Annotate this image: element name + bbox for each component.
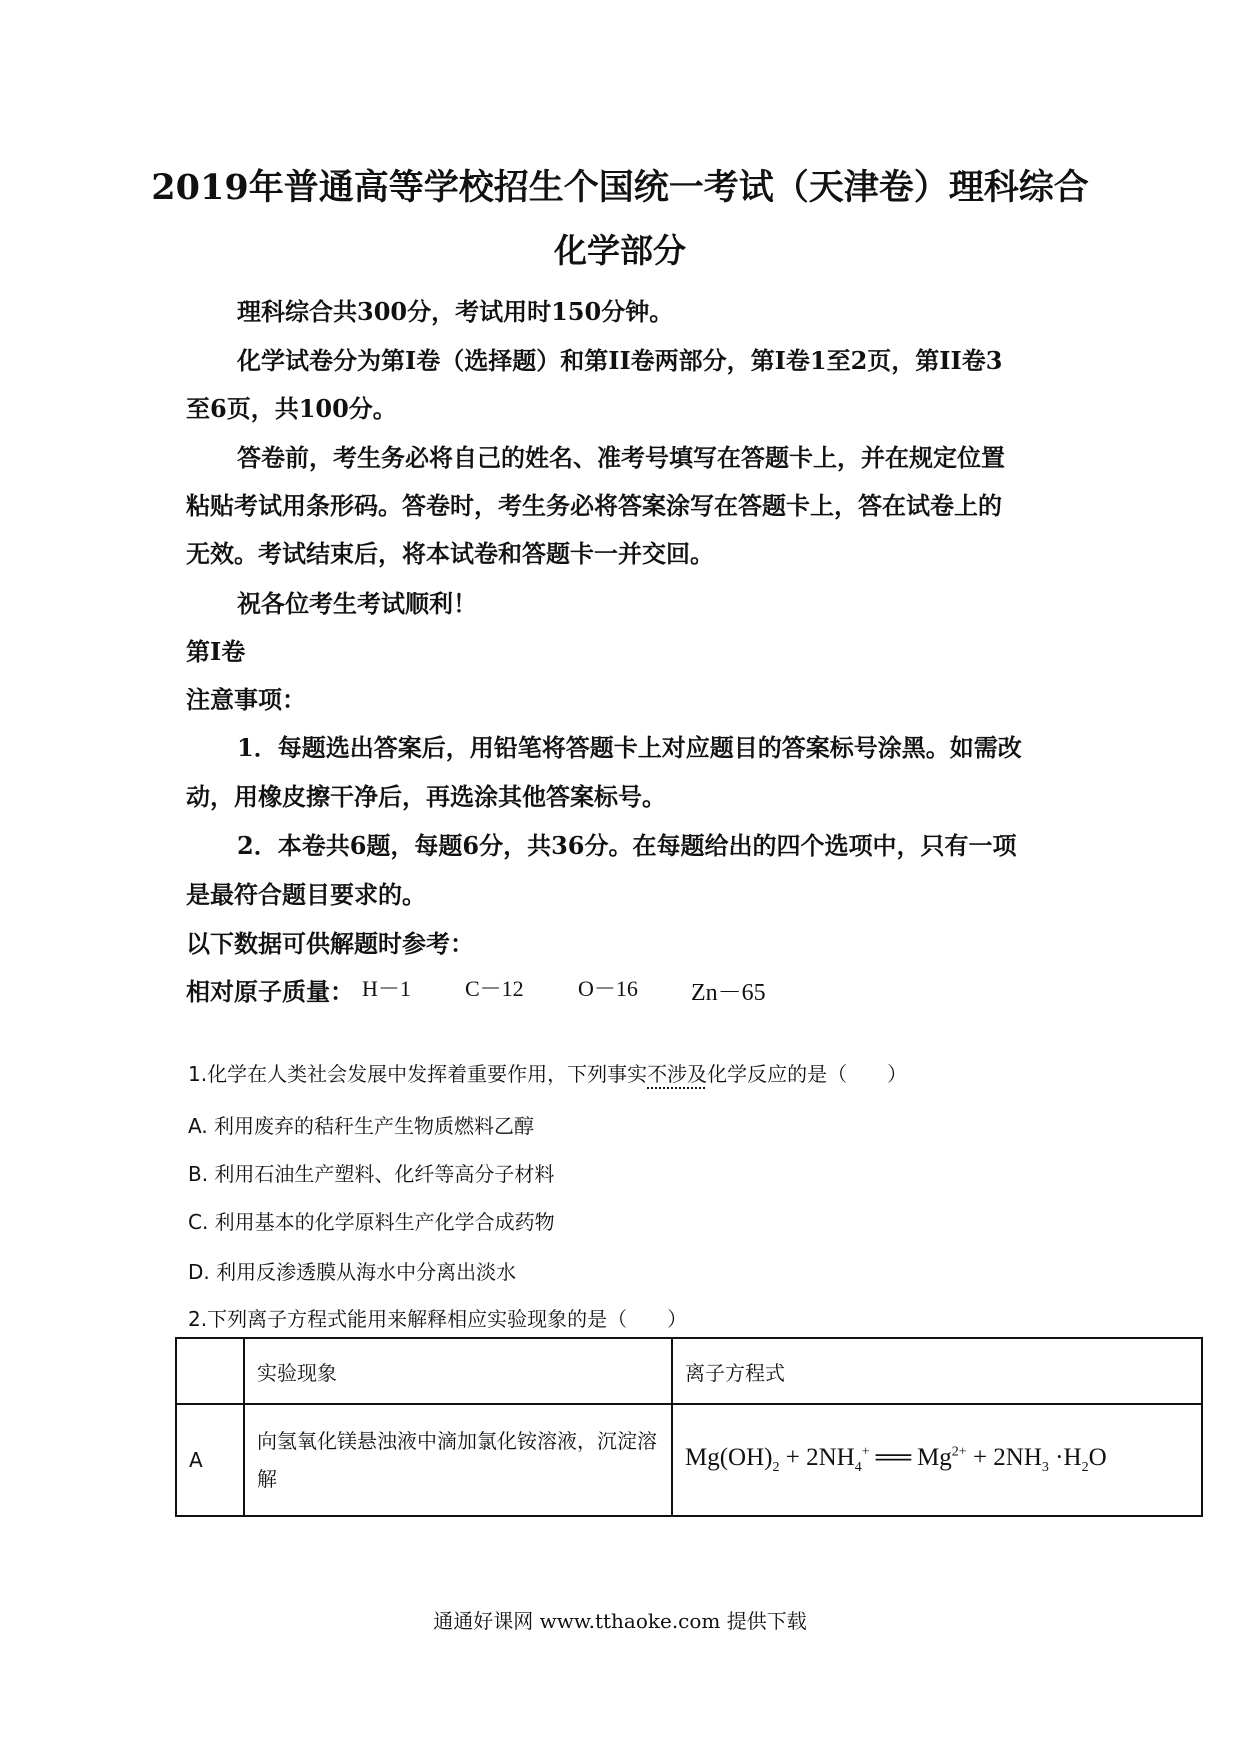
eq-nh4-sub: 4 (854, 1460, 862, 1475)
row-a-equation (685, 1444, 1107, 1475)
question-1-stem-after: 化学反应的是（ ） (707, 1062, 908, 1086)
row-a-phenomenon: 向氢氧化镁悬浊液中滴加氯化铵溶液，沉淀溶解 (244, 1404, 672, 1516)
note-1-line-1: 1．每题选出答案后，用铅笔将答题卡上对应题目的答案标号涂黑。如需改 (237, 733, 1022, 762)
intro-paragraph-3-line-1: 答卷前，考生务必将自己的姓名、准考号填写在答题卡上，并在规定位置 (237, 443, 1005, 472)
atomic-mass-o: O－16 (578, 976, 638, 1001)
section-heading: 第I卷 (186, 637, 246, 666)
eq-mg-ion-sup: 2+ (951, 1444, 967, 1460)
eq-water-h: ·H (1048, 1444, 1082, 1471)
eq-water-sub: 2 (1081, 1460, 1089, 1475)
atomic-mass-zn: Zn－65 (691, 980, 766, 1006)
eq-oh: (OH) (719, 1444, 773, 1471)
question-1-option-c: C. 利用基本的化学原料生产化学合成药物 (188, 1210, 555, 1234)
atomic-mass-label: 相对原子质量： (186, 977, 354, 1006)
note-2-line-1: 2．本卷共6题，每题6分，共36分。在每题给出的四个选项中，只有一项 (237, 831, 1017, 860)
intro-paragraph-2-line-2: 至6页，共100分。 (186, 394, 397, 423)
question-1-option-a: A. 利用废弃的秸秆生产生物质燃料乙醇 (188, 1114, 535, 1138)
question-1-stem-before: 1.化学在人类社会发展中发挥着重要作用，下列事实 (188, 1062, 648, 1086)
eq-plus-nh3: + 2NH (966, 1444, 1042, 1471)
question-2-stem: 2.下列离子方程式能用来解释相应实验现象的是（ ） (188, 1307, 688, 1331)
eq-oh-sub: 2 (772, 1460, 780, 1475)
note-2-line-2: 是最符合题目要求的。 (186, 880, 426, 909)
row-a-equation-cell (672, 1404, 1202, 1516)
intro-paragraph-3-line-3: 无效。考试结束后，将本试卷和答题卡一并交回。 (186, 539, 714, 568)
eq-water-o: O (1088, 1444, 1107, 1471)
intro-paragraph-3-line-2: 粘贴考试用条形码。答卷时，考生务必将答案涂写在答题卡上，答在试卷上的 (186, 491, 1002, 520)
table-header-blank (176, 1338, 244, 1404)
atomic-mass-c: C－12 (465, 976, 524, 1001)
table-header-row (176, 1338, 1202, 1404)
eq-plus-nh4: + 2NH (779, 1444, 855, 1471)
question-1-emphasis: 不涉及 (647, 1062, 708, 1086)
question-1-option-b: B. 利用石油生产塑料、化纤等高分子材料 (188, 1162, 555, 1186)
eq-equals-sign: ══ (875, 1444, 912, 1471)
atomic-mass-h: H－1 (362, 976, 411, 1001)
intro-paragraph-4: 祝各位考生考试顺利！ (237, 589, 477, 618)
table-row (176, 1404, 1202, 1516)
page-footer: 通通好课网 www.tthaoke.com 提供下载 (433, 1609, 807, 1633)
table-header-phenomenon: 实验现象 (244, 1338, 672, 1404)
question-1-option-d: D. 利用反渗透膜从海水中分离出淡水 (188, 1260, 517, 1284)
row-a-label: A (176, 1404, 244, 1516)
question-2-table (175, 1337, 1203, 1517)
table-header-equation: 离子方程式 (672, 1338, 1202, 1404)
reference-heading: 以下数据可供解题时参考： (186, 929, 474, 958)
eq-mg-ion: Mg (917, 1444, 952, 1471)
exam-title: 2019年普通高等学校招生个国统一考试（天津卷）理科综合 (151, 167, 1089, 208)
eq-mg: Mg (685, 1444, 720, 1471)
question-1-stem (188, 1058, 907, 1087)
intro-paragraph-2-line-1: 化学试卷分为第I卷（选择题）和第II卷两部分，第I卷1至2页，第II卷3 (237, 346, 1003, 375)
exam-subtitle: 化学部分 (554, 231, 686, 270)
eq-nh4-sup: + (861, 1444, 870, 1460)
notes-heading: 注意事项： (186, 685, 306, 714)
intro-paragraph-1: 理科综合共300分，考试用时150分钟。 (237, 297, 674, 326)
eq-nh3-sub: 3 (1041, 1460, 1049, 1475)
note-1-line-2: 动，用橡皮擦干净后，再选涂其他答案标号。 (186, 782, 666, 811)
